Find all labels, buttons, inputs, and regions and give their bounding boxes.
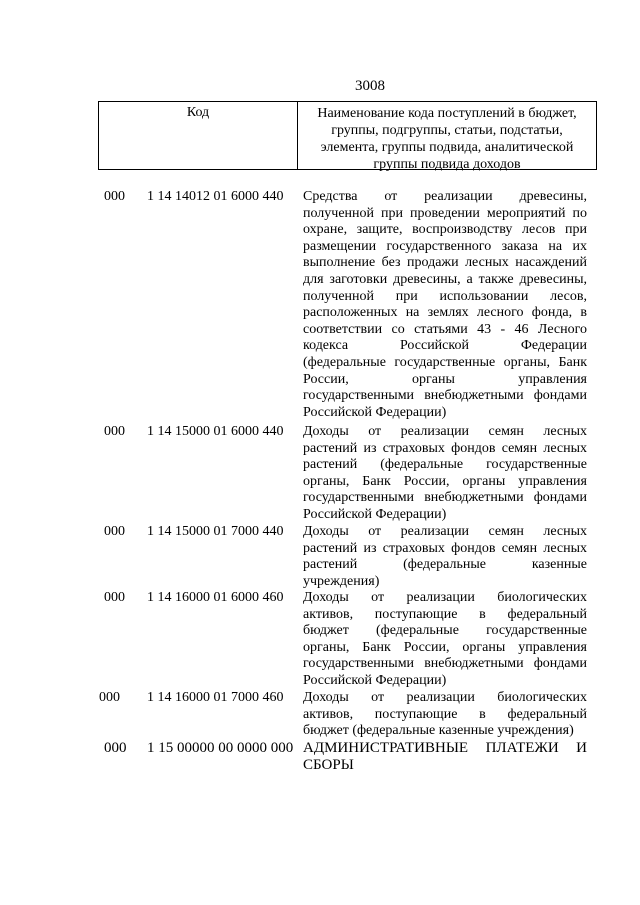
- description-line: кодекса Российской Федерации: [303, 338, 587, 354]
- admin-code: 000: [104, 740, 127, 756]
- description-line: полученной при использовании лесов,: [303, 288, 587, 304]
- admin-code: 000: [104, 524, 125, 539]
- revenue-description: [303, 524, 587, 590]
- admin-code: 000: [104, 189, 125, 204]
- description-line: охране, защите, воспроизводству лесов при: [303, 222, 587, 238]
- revenue-code: 1 14 15000 01 7000 440: [147, 524, 284, 539]
- page-number: 3008: [355, 78, 385, 94]
- description-line: расположенных на землях лесного фонда, в: [303, 305, 587, 321]
- description-line: размещении государственного заказа на их: [303, 238, 587, 254]
- revenue-code: 1 14 15000 01 6000 440: [147, 424, 284, 439]
- description-line: России, органы управления: [303, 371, 587, 387]
- description-line: активов, поступающие в федеральный: [303, 706, 587, 722]
- description-line: активов, поступающие в федеральный: [303, 606, 587, 622]
- admin-code: 000: [104, 590, 125, 605]
- description-line: для заготовки древесины, а также древесины,: [303, 271, 587, 287]
- revenue-description: [303, 189, 587, 421]
- description-line: растений из страховых фондов семян лесных: [303, 440, 587, 456]
- description-line: государственными внебюджетными фондами: [303, 656, 587, 672]
- description-line: учреждения): [303, 573, 380, 589]
- description-line: Российской Федерации): [303, 672, 447, 688]
- description-line: Российской Федерации): [303, 404, 447, 420]
- header-line: элемента, группы подвида, аналитической: [320, 140, 574, 155]
- description-line: органы, Банк России, органы управления: [303, 639, 587, 655]
- revenue-code: 1 15 00000 00 0000 000: [147, 740, 294, 756]
- description-line: соответствии со статьями 43 - 46 Лесного: [303, 321, 587, 337]
- description-line: Доходы от реализации биологических: [303, 690, 587, 705]
- description-line: Доходы от реализации семян лесных: [303, 524, 587, 539]
- revenue-description: [303, 590, 587, 690]
- revenue-description: [303, 740, 587, 773]
- header-line: группы, подгруппы, статьи, подстатьи,: [331, 123, 563, 138]
- description-line: Средства от реализации древесины,: [303, 189, 587, 204]
- description-line: Российской Федерации): [303, 506, 447, 522]
- name-column-header: [298, 102, 596, 172]
- description-line: Доходы от реализации биологических: [303, 590, 587, 605]
- revenue-code: 1 14 14012 01 6000 440: [147, 189, 284, 204]
- revenue-description: [303, 690, 587, 740]
- header-line: группы подвида доходов: [373, 157, 521, 172]
- description-line: (федеральные государственные органы, Банк: [303, 354, 587, 370]
- code-column-header: Код: [99, 102, 298, 169]
- description-line: СБОРЫ: [303, 756, 354, 773]
- description-line: растений (федеральные государственные: [303, 457, 587, 473]
- description-line: растений (федеральные казенные: [303, 557, 587, 573]
- description-line: растений из страховых фондов семян лесных: [303, 540, 587, 556]
- admin-code: 000: [99, 690, 120, 705]
- table-header: [98, 101, 597, 170]
- revenue-code: 1 14 16000 01 6000 460: [147, 590, 284, 605]
- description-line: органы, Банк России, органы управления: [303, 473, 587, 489]
- admin-code: 000: [104, 424, 125, 439]
- header-line: Наименование кода поступлений в бюджет,: [317, 106, 577, 121]
- description-line: выполнение без продажи лесных насаждений: [303, 255, 587, 271]
- description-line: бюджет (федеральные казенные учреждения): [303, 723, 574, 739]
- revenue-code: 1 14 16000 01 7000 460: [147, 690, 284, 705]
- description-line: АДМИНИСТРАТИВНЫЕ ПЛАТЕЖИ И: [303, 740, 587, 756]
- description-line: государственными внебюджетными фондами: [303, 388, 587, 404]
- description-line: государственными внебюджетными фондами: [303, 490, 587, 506]
- description-line: Доходы от реализации семян лесных: [303, 424, 587, 439]
- description-line: бюджет (федеральные государственные: [303, 623, 587, 639]
- revenue-description: [303, 424, 587, 524]
- description-line: полученной при проведении мероприятий по: [303, 205, 587, 221]
